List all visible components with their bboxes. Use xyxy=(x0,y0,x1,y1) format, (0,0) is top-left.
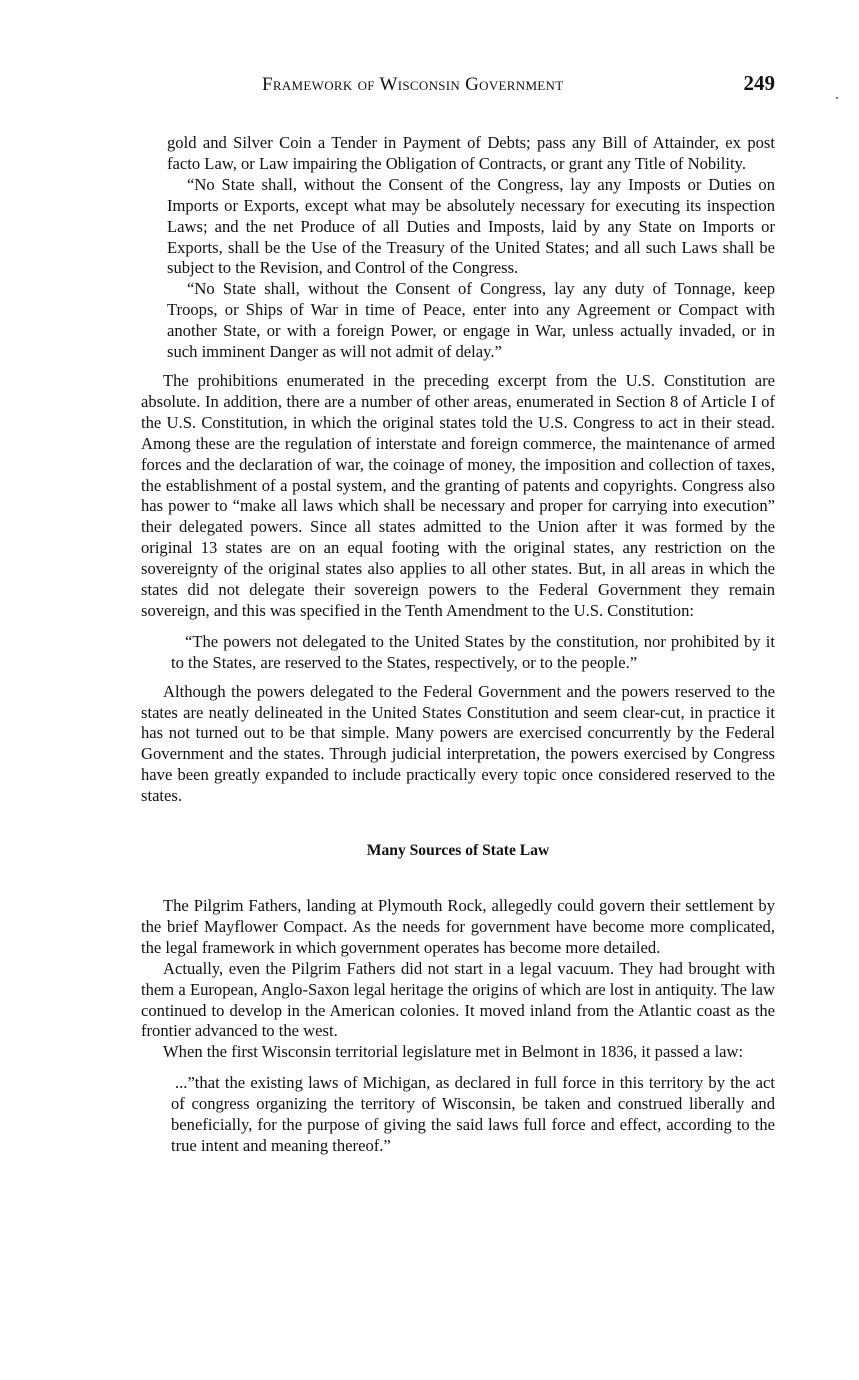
body-paragraph: Actually, even the Pilgrim Fathers did not start in a legal vacuum. They had brought with them a European, Anglo-Saxon legal heritage the origins of which are lost in antiquity. The law continued to develop in the American colonies. It moved inland from the Atlantic coast as the frontier advanced to the west. xyxy=(141,958,775,1041)
page-number: 249 xyxy=(743,71,775,95)
body-paragraph: Although the powers delegated to the Federal Government and the powers reserved to the states are neatly delineated in the United States Constitution and seem clear-cut, in practice it has not turned out to be that simple. Many powers are exercised concurrently by the Federal Government and the states. Through judicial interpretation, the powers exercised by Congress have been greatly expanded to include practically every topic once considered reserved to the states. xyxy=(141,681,775,806)
running-title: Framework of Wisconsin Government xyxy=(262,74,564,95)
body-paragraph: When the first Wisconsin territorial legislature met in Belmont in 1836, it passed a law: xyxy=(163,1042,744,1062)
scan-speck xyxy=(836,97,838,99)
quote-paragraph: “No State shall, without the Consent of Congress, lay any duty of Tonnage, keep Troops, or Ships of War in time of Peace, enter into any Agreement or Compact with another State, or with a foreign Power, or engage in War, unless actually invaded, or in such imminent Danger as will not admit of delay.” xyxy=(167,279,775,362)
body-paragraph: The Pilgrim Fathers, landing at Plymouth Rock, allegedly could govern their settlement by the brief Mayflower Compact. As the needs for government have become more complicated, the legal framework in which government operates has become more detailed. xyxy=(141,896,775,957)
quote-continuation: gold and Silver Coin a Tender in Payment of Debts; pass any Bill of Attainder, ex post facto Law, or Law impairing the Obligation of Contracts, or grant any Title of Nobility. xyxy=(167,133,775,173)
quote-paragraph: “No State shall, without the Consent of the Congress, lay any Imposts or Duties on Imports or Exports, except what may be absolutely necessary for executing its inspection Laws; and the net Produce of all Duties and Imposts, laid by any State on Imports or Exports, shall be the Use of the Treasury of the United States; and all such Laws shall be subject to the Revision, and Control of the Congress. xyxy=(167,174,775,278)
body-text xyxy=(141,133,775,1157)
section-heading: Many Sources of State Law xyxy=(366,842,550,860)
body-paragraph: The prohibitions enumerated in the preceding excerpt from the U.S. Constitution are absolute. In addition, there are a number of other areas, enumerated in Section 8 of Article I of the U.S. Constitution, in which the original states told the U.S. Congress to act in their stead. Among these are the regulation of interstate and foreign commerce, the maintenance of armed forces and the declaration of war, the coinage of money, the imposition and collection of taxes, the establishment of a postal system, and the granting of patents and copyrights. Congress also has power to “make all laws which shall be necessary and proper for carrying into execution” their delegated powers. Since all states admitted to the Union after it was formed by the original 13 states are on an equal footing with the original states, any restriction on the sovereignty of the original states also applies to all other states. But, in all areas in which the states did not delegate their sovereign powers to the Federal Government they remain sovereign, and this was specified in the Tenth Amendment to the U.S. Constitution: xyxy=(141,370,775,620)
running-header xyxy=(140,71,775,102)
block-quote: ...”that the existing laws of Michigan, as declared in full force in this territory by the act of congress organizing the territory of Wisconsin, be taken and construed liberally and beneficially, for the purpose of giving the said laws full force and effect, according to the true intent and meaning thereof.” xyxy=(171,1073,775,1155)
block-quote: “The powers not delegated to the United States by the constitution, nor prohibited by it to the States, are reserved to the States, respectively, or to the people.” xyxy=(171,631,775,672)
